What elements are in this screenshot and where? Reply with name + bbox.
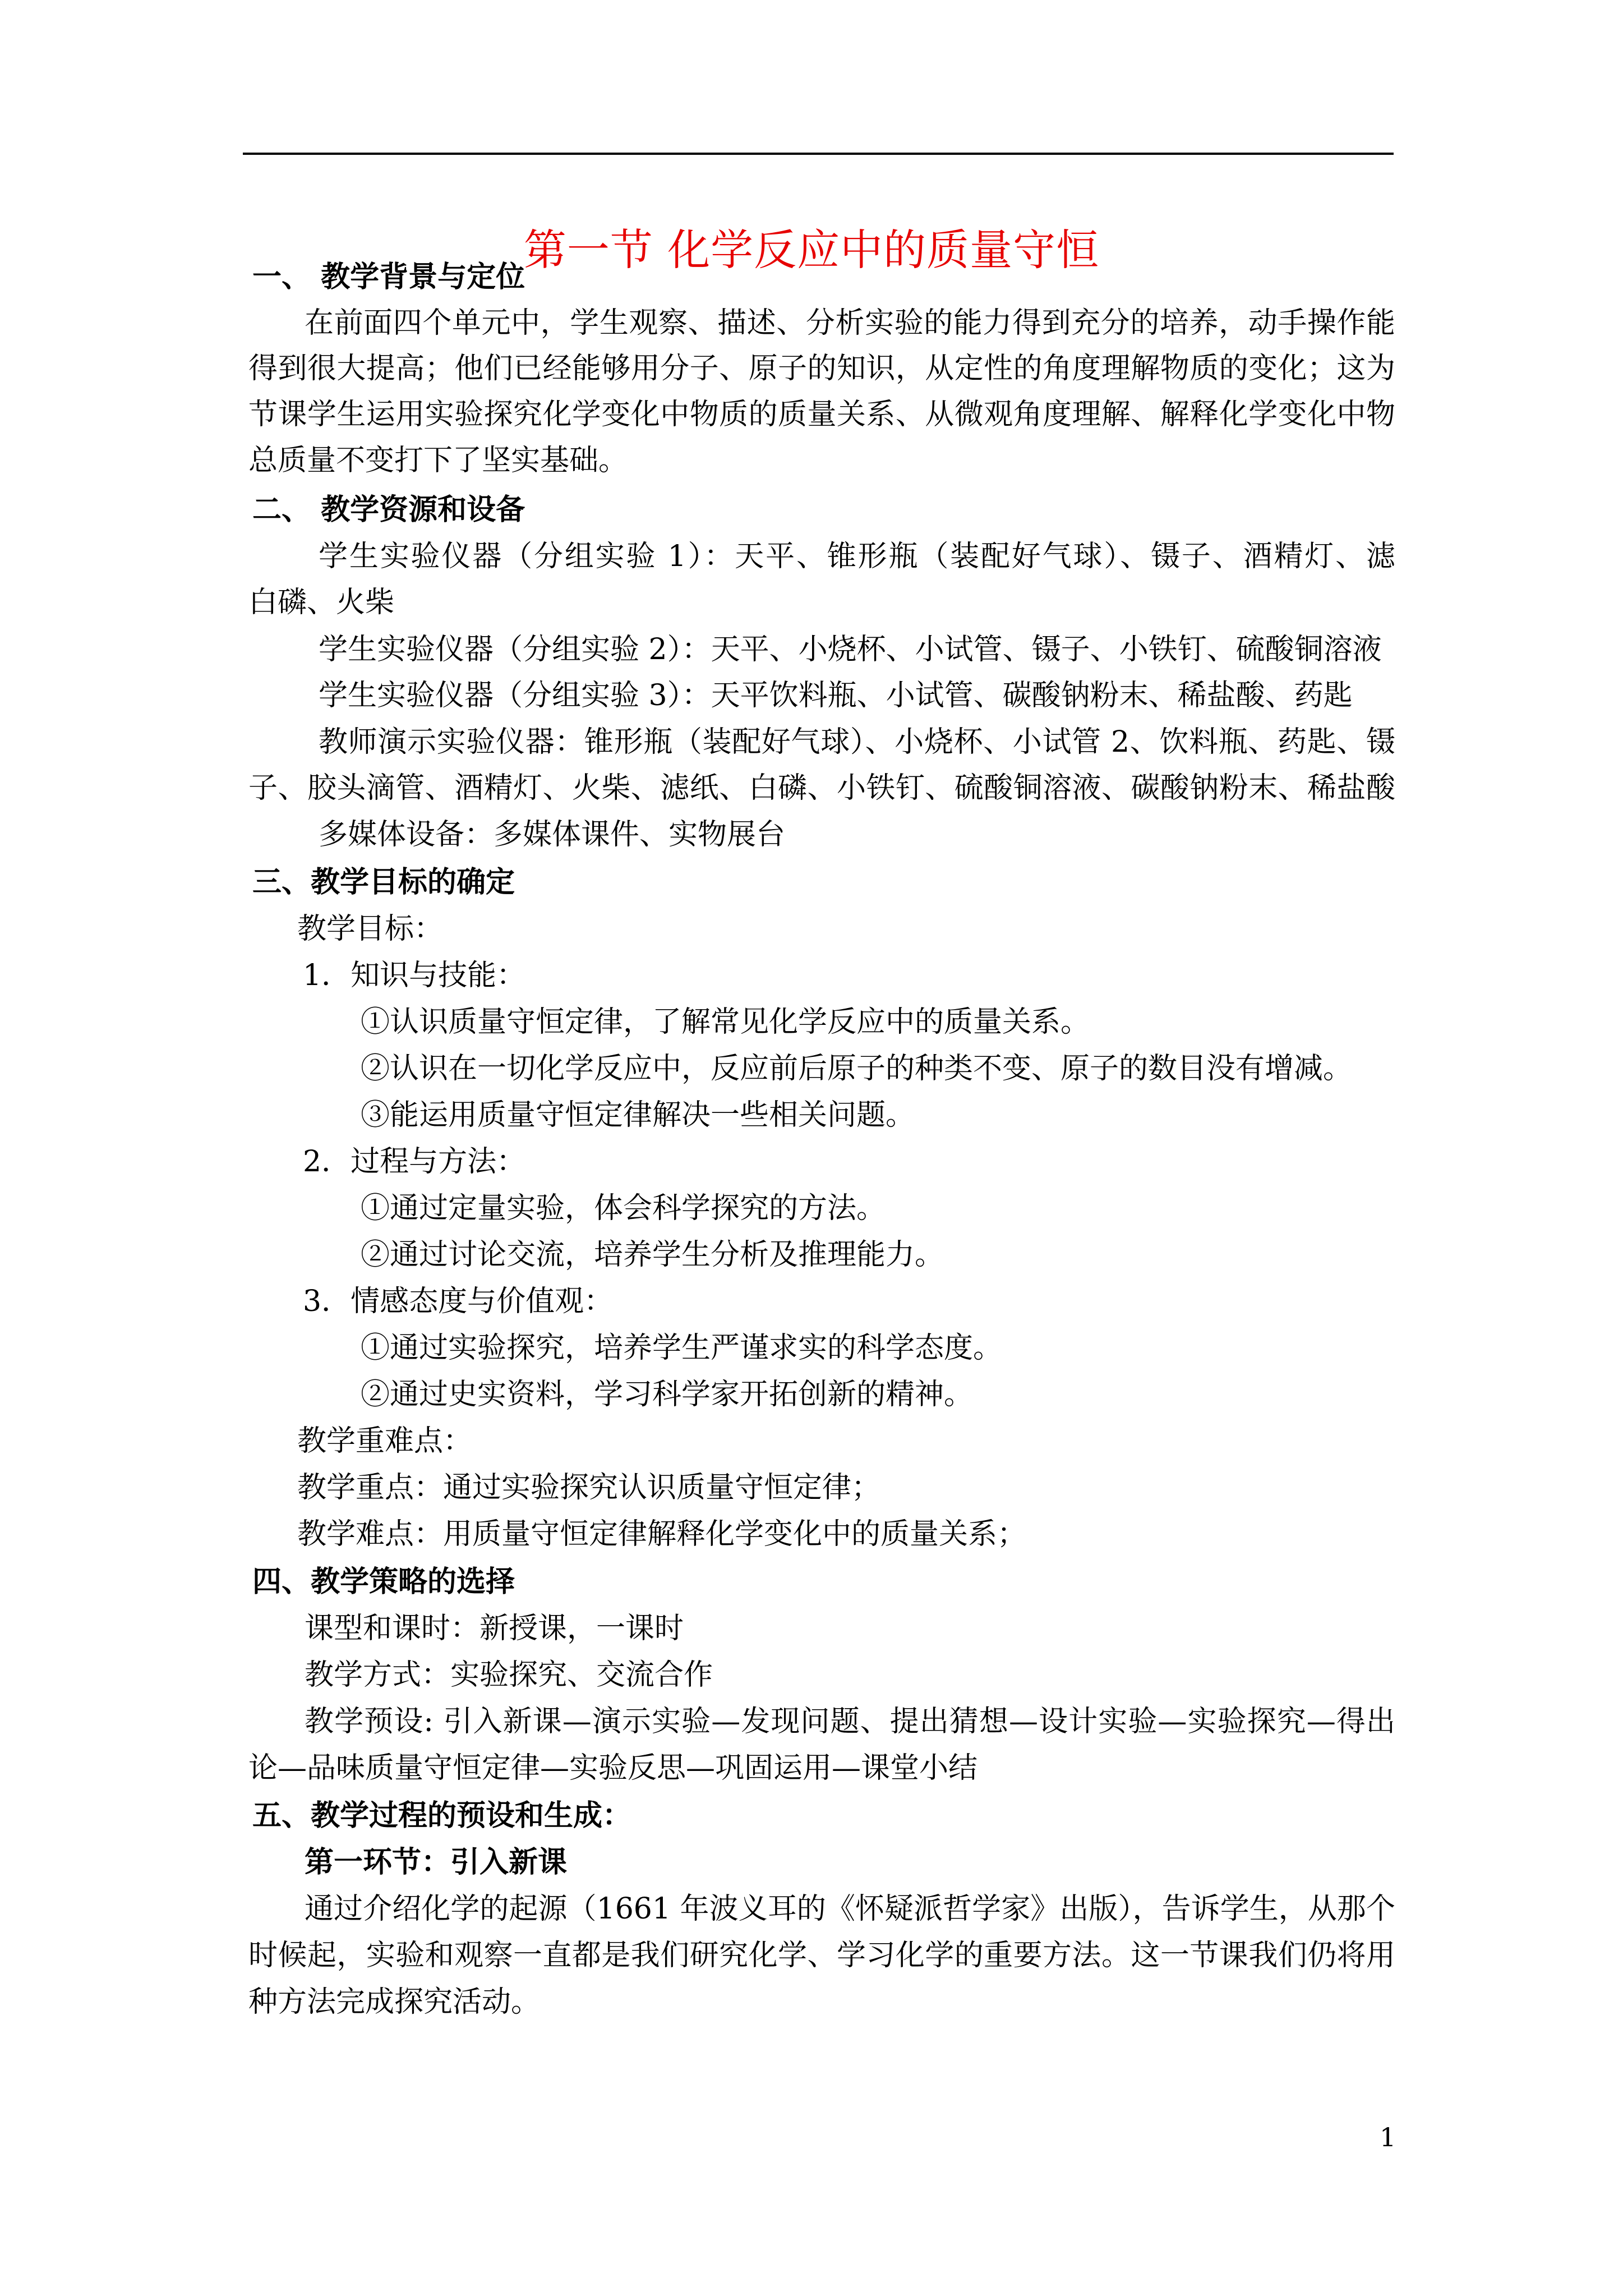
paragraph-line: 教学方式：实验探究、交流合作: [305, 1658, 713, 1692]
paragraph-line: 学生实验仪器（分组实验 1）：天平、锥形瓶（装配好气球）、镊子、酒精灯、滤: [319, 540, 1395, 573]
paragraph-line: 教师演示实验仪器：锥形瓶（装配好气球）、小烧杯、小试管 2、饮料瓶、药匙、镊: [319, 725, 1395, 759]
paragraph-line: 学生实验仪器（分组实验 2）：天平、小烧杯、小试管、镊子、小铁钉、硫酸铜溶液: [319, 633, 1382, 666]
paragraph-line: 时候起，实验和观察一直都是我们研究化学、学习化学的重要方法。这一节课我们仍将用: [248, 1939, 1395, 1972]
paragraph-line: 节课学生运用实验探究化学变化中物质的质量关系、从微观角度理解、解释化学变化中物: [248, 398, 1395, 431]
paragraph-line: 课型和课时：新授课，一课时: [305, 1612, 684, 1645]
list-item: ②认识在一切化学反应中，反应前后原子的种类不变、原子的数目没有增减。: [361, 1052, 1353, 1085]
list-item: 3．情感态度与价值观：: [303, 1285, 614, 1318]
paragraph-line: 论—品味质量守恒定律—实验反思—巩固运用—课堂小结: [248, 1751, 978, 1785]
paragraph-line: 通过介绍化学的起源（1661 年波义耳的《怀疑派哲学家》出版），告诉学生，从那个: [305, 1892, 1395, 1926]
heading-objectives: 三、教学目标的确定: [252, 865, 515, 899]
paragraph-line: 教学重难点：: [297, 1424, 473, 1458]
page-title: 第一节 化学反应中的质量守恒: [523, 224, 1100, 275]
paragraph-line: 教学目标：: [297, 912, 444, 946]
paragraph-line: 白磷、火柴: [248, 586, 395, 619]
list-item: 2．过程与方法：: [303, 1145, 526, 1179]
heading-resources: 二、 教学资源和设备: [252, 493, 525, 527]
paragraph-line: 学生实验仪器（分组实验 3）：天平饮料瓶、小试管、碳酸钠粉末、稀盐酸、药匙: [319, 679, 1353, 712]
heading-background: 一、 教学背景与定位: [252, 260, 525, 294]
list-item: ①通过实验探究，培养学生严谨求实的科学态度。: [361, 1331, 1003, 1365]
paragraph-line: 得到很大提高；他们已经能够用分子、原子的知识，从定性的角度理解物质的变化；这为: [248, 352, 1395, 385]
list-item: ①认识质量守恒定律，了解常见化学反应中的质量关系。: [361, 1005, 1090, 1039]
paragraph-line: 种方法完成探究活动。: [248, 1985, 541, 2019]
paragraph-line: 在前面四个单元中，学生观察、描述、分析实验的能力得到充分的培养，动手操作能: [305, 306, 1395, 340]
list-item: ③能运用质量守恒定律解决一些相关问题。: [361, 1098, 915, 1132]
list-item: ②通过讨论交流，培养学生分析及推理能力。: [361, 1238, 944, 1272]
subheading-stage-one: 第一环节：引入新课: [305, 1845, 568, 1879]
paragraph-line: 教学预设: 引入新课—演示实验—发现问题、提出猜想—设计实验—实验探究—得出: [305, 1705, 1395, 1738]
paragraph-line: 教学难点：用质量守恒定律解释化学变化中的质量关系；: [297, 1517, 1027, 1551]
header-rule: [243, 153, 1394, 155]
list-item: ②通过史实资料，学习科学家开拓创新的精神。: [361, 1378, 974, 1411]
paragraph-line: 多媒体设备：多媒体课件、实物展台: [319, 818, 786, 852]
heading-process: 五、教学过程的预设和生成：: [252, 1798, 632, 1833]
paragraph-line: 总质量不变打下了坚实基础。: [248, 444, 628, 477]
paragraph-line: 教学重点：通过实验探究认识质量守恒定律；: [297, 1471, 881, 1504]
list-item: ①通过定量实验，体会科学探究的方法。: [361, 1191, 886, 1225]
heading-strategy: 四、教学策略的选择: [252, 1565, 515, 1599]
page-number: 1: [1380, 2122, 1396, 2152]
paragraph-line: 子、胶头滴管、酒精灯、火柴、滤纸、白磷、小铁钉、硫酸铜溶液、碳酸钠粉末、稀盐酸: [248, 771, 1395, 805]
list-item: 1．知识与技能：: [303, 959, 526, 992]
